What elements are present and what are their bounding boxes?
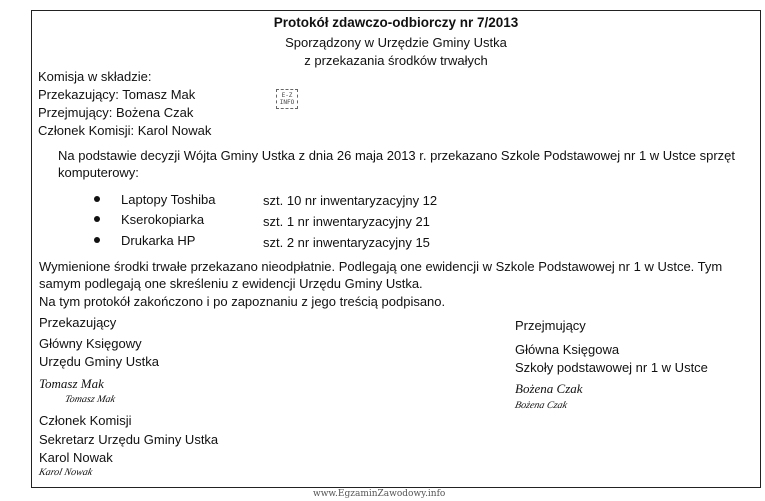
giver-signature: Tomasz Mak xyxy=(63,394,117,405)
intro-text: Na podstawie decyzji Wójta Gminy Ustka z dnia 26 maja 2013 r. przekazano Szkole Podstawowej nr 1 w Ustce sprzęt xyxy=(58,148,736,163)
giver-role: Przekazujący xyxy=(39,315,117,330)
paragraph-1-line-2: samym podlegają one skreśleniu z ewidencji Urzędu Gminy Ustka. xyxy=(39,276,423,291)
list-item-detail: szt. 1 nr inwentaryzacyjny 21 xyxy=(263,214,430,229)
list-item-detail: szt. 2 nr inwentaryzacyjny 15 xyxy=(263,235,430,250)
receiver-role: Przejmujący xyxy=(515,318,586,333)
list-item-detail: szt. 10 nr inwentaryzacyjny 12 xyxy=(263,193,438,208)
receiver-title: Główna Księgowa xyxy=(515,342,620,357)
giver-name: Tomasz Mak xyxy=(39,376,104,391)
receiver-name: Bożena Czak xyxy=(515,381,583,396)
member-role: Członek Komisji xyxy=(39,413,132,428)
list-item-name: Kserokopiarka xyxy=(121,212,205,227)
receiver-signature: Bożena Czak xyxy=(513,400,569,411)
member-title: Sekretarz Urzędu Gminy Ustka xyxy=(39,432,219,447)
document-subtitle: Sporządzony w Urzędzie Gminy Ustka xyxy=(285,35,507,50)
member-signature: Karol Nowak xyxy=(37,467,94,478)
info-stamp-icon xyxy=(276,89,298,109)
giver-title: Główny Księgowy xyxy=(39,336,142,351)
bullet-icon xyxy=(94,216,100,222)
stamp-line-1: E-Z xyxy=(281,92,293,99)
giver-office: Urzędu Gminy Ustka xyxy=(39,354,159,369)
commission-member: Członek Komisji: Karol Nowak xyxy=(38,123,212,138)
commission-giver: Przekazujący: Tomasz Mak xyxy=(38,87,196,102)
document-title: Protokół zdawczo-odbiorczy nr 7/2013 xyxy=(273,15,519,30)
commission-heading: Komisja w składzie: xyxy=(38,69,152,84)
list-item-name: Laptopy Toshiba xyxy=(121,192,216,207)
bullet-icon xyxy=(94,237,100,243)
bullet-icon xyxy=(94,196,100,202)
intro-text-2: komputerowy: xyxy=(58,165,139,180)
list-item-name: Drukarka HP xyxy=(121,233,196,248)
member-name: Karol Nowak xyxy=(39,450,113,465)
paragraph-1: Wymienione środki trwałe przekazano nieodpłatnie. Podlegają one ewidencji w Szkole Podstawowej nr 1 w Ustce. Tym xyxy=(39,259,723,274)
stamp-line-2: INFO xyxy=(279,99,295,106)
commission-receiver: Przejmujący: Bożena Czak xyxy=(38,105,194,120)
document-subtitle-2: z przekazania środków trwałych xyxy=(304,53,488,68)
receiver-office: Szkoły podstawowej nr 1 w Ustce xyxy=(515,360,708,375)
paragraph-2: Na tym protokół zakończono i po zapoznaniu z jego treścią podpisano. xyxy=(39,294,446,309)
watermark-url: www.EgzaminZawodowy.info xyxy=(313,489,446,499)
